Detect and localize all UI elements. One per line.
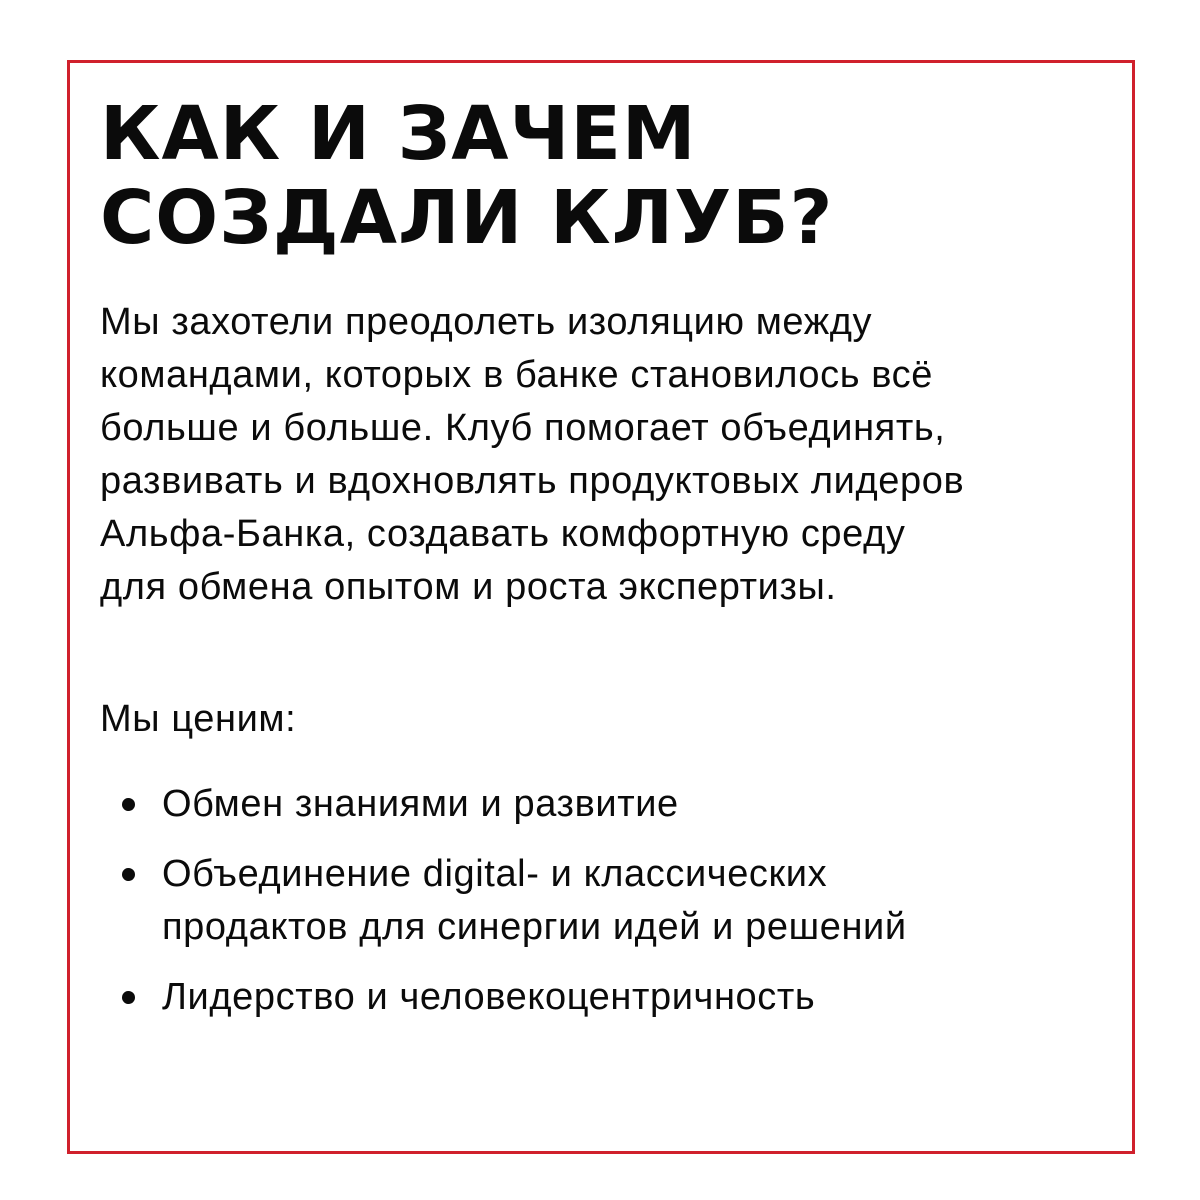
list-item bbox=[100, 848, 1100, 954]
list-item-text: Обмен знаниями и развитие bbox=[162, 783, 679, 825]
intro-line: Альфа-Банка, создавать комфортную среду bbox=[100, 513, 906, 555]
bullet-icon bbox=[122, 798, 135, 811]
values-list bbox=[100, 778, 1100, 1024]
list-item-text: Лидерство и человекоцентричность bbox=[162, 976, 816, 1018]
intro-line: больше и больше. Клуб помогает объединять, bbox=[100, 407, 946, 449]
intro-line: Мы захотели преодолеть изоляцию между bbox=[100, 301, 873, 343]
values-label: Мы ценим: bbox=[100, 698, 297, 740]
title-line: СОЗДАЛИ КЛУБ? bbox=[100, 175, 834, 261]
page-title bbox=[100, 92, 833, 260]
list-item-text: продактов для синергии идей и решений bbox=[162, 906, 907, 948]
intro-paragraph bbox=[100, 296, 1100, 614]
bullet-icon bbox=[122, 991, 135, 1004]
bullet-icon bbox=[122, 868, 135, 881]
title-line: КАК И ЗАЧЕМ bbox=[100, 91, 697, 177]
intro-line: развивать и вдохновлять продуктовых лидеров bbox=[100, 460, 965, 502]
list-item-text: Объединение digital- и классических bbox=[162, 853, 828, 895]
list-item bbox=[100, 971, 1100, 1024]
intro-line: для обмена опытом и роста экспертизы. bbox=[100, 566, 837, 608]
list-item bbox=[100, 778, 1100, 831]
intro-line: командами, которых в банке становилось всё bbox=[100, 354, 933, 396]
